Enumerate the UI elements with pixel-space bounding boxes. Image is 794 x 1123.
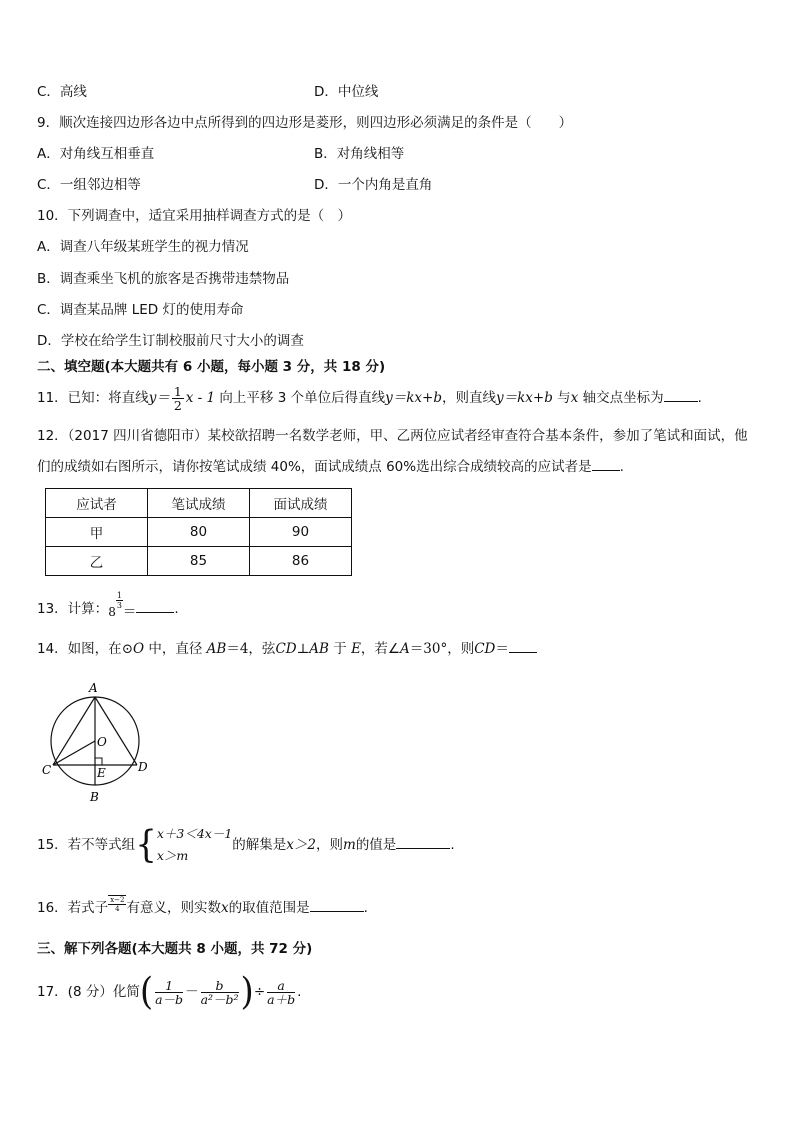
q14-t2: ＝4，弦 — [226, 641, 276, 657]
section2-heading: 二、填空题(本大题共有 6 小题，每小题 3 分，共 18 分) — [37, 359, 386, 375]
q13-prefix: 13．计算： — [37, 601, 109, 617]
label-b: B — [90, 790, 99, 804]
q16-expression — [108, 895, 126, 913]
q9-option-a: A．对角线互相垂直 — [37, 146, 155, 162]
q11-frac-num: 1 — [173, 383, 182, 399]
q10-stem: 10．下列调查中，适宜采用抽样调查方式的是（ ） — [37, 208, 352, 224]
q16-mid: 有意义，则实数 — [126, 900, 221, 916]
q15 — [37, 822, 455, 868]
q11-fraction — [172, 385, 184, 412]
q13-exp-den: 3 — [116, 600, 122, 610]
q15-ineq2: x＞m — [156, 848, 189, 863]
q12-score-table — [45, 488, 352, 576]
q8-option-c: C．高线 — [37, 84, 87, 100]
label-d: D — [138, 760, 148, 774]
q16-var: x — [220, 900, 229, 916]
q14-circle-figure — [36, 678, 156, 806]
table-cell: 85 — [148, 547, 250, 576]
q16 — [37, 896, 368, 917]
q17-f2-den: a²－b² — [200, 991, 239, 1007]
q17-f1-den: a－b — [155, 991, 184, 1007]
q14-cd2: CD — [474, 641, 496, 657]
q17-f1-num: 1 — [155, 979, 183, 993]
q17-end: . — [297, 984, 302, 1000]
q15-ineq1: x＋3＜4x－1 — [156, 826, 233, 841]
q13-end: . — [174, 601, 179, 617]
q14-ab2: AB — [309, 641, 329, 657]
table-cell: 乙 — [46, 547, 148, 576]
q17 — [37, 969, 301, 1015]
q14-ab: AB — [206, 641, 227, 657]
q14-e: E — [351, 641, 361, 657]
q11-prefix: 11．已知：将直线 — [37, 390, 149, 406]
q17-f3-den: a＋b — [267, 991, 296, 1007]
q14-t6: ＝ — [495, 641, 509, 657]
label-o: O — [97, 735, 107, 749]
table-header: 面试成绩 — [250, 489, 352, 518]
table-row — [46, 518, 352, 547]
q14-t5: ＝30°，则 — [409, 641, 475, 657]
q13-answer-blank[interactable] — [136, 600, 174, 613]
label-c: C — [42, 763, 52, 777]
table-cell: 甲 — [46, 518, 148, 547]
table-header: 笔试成绩 — [148, 489, 250, 518]
section3-heading: 三、解下列各题(本大题共 8 小题，共 72 分) — [37, 941, 313, 957]
q9-stem: 9．顺次连接四边形各边中点所得到的四边形是菱形，则四边形必须满足的条件是（ ） — [37, 115, 573, 131]
q13-exponent — [116, 591, 123, 610]
q16-prefix: 16．若式子 — [37, 900, 109, 916]
q17-fraction-3 — [267, 979, 295, 1006]
q12-line1: 12．（2017 四川省德阳市）某校欲招聘一名数学老师，甲、乙两位应试者经审查符合基本条件，参加了笔试和面试，他 — [37, 428, 748, 444]
q17-fraction-1 — [155, 979, 183, 1006]
segment-ad — [95, 697, 137, 765]
q11-frac-den: 2 — [173, 397, 182, 413]
q11-y-eq: y＝ — [148, 390, 170, 406]
q12-line2-wrap — [37, 458, 624, 476]
q14-t4: ，若∠ — [360, 641, 401, 657]
q17-fraction-2 — [201, 979, 239, 1006]
q11-line1: y＝kx+b — [385, 390, 442, 406]
q12-answer-blank[interactable] — [592, 458, 620, 471]
q10-option-b: B．调查乘坐飞机的旅客是否携带违禁物品 — [37, 271, 290, 287]
q17-div: ÷ — [253, 984, 266, 1000]
q13-exp-num: 1 — [116, 590, 122, 600]
q14-cd: CD — [275, 641, 297, 657]
q15-prefix: 15．若不等式组 — [37, 837, 136, 853]
q9-option-c: C．一组邻边相等 — [37, 177, 141, 193]
q15-system — [157, 823, 232, 867]
q11-suffix: 轴交点坐标为 — [578, 390, 664, 406]
q17-prefix: 17．(8 分）化简 — [37, 984, 140, 1000]
q14-a: A — [400, 641, 410, 657]
table-cell: 80 — [148, 518, 250, 547]
q16-radicand: x−2 — [110, 896, 125, 904]
q15-var: m — [343, 837, 356, 853]
q14-circle: ⊙O — [121, 641, 145, 657]
q16-den: 4 — [108, 904, 126, 913]
label-a: A — [89, 681, 98, 695]
q14-t1: 中，直径 — [144, 641, 207, 657]
q11-end: . — [697, 390, 702, 406]
q9-option-b: B．对角线相等 — [314, 146, 405, 162]
q17-f3-num: a — [267, 979, 295, 993]
q14-t3: 于 — [328, 641, 352, 657]
q11-mid: 向上平移 3 个单位后得直线 — [215, 390, 386, 406]
q15-suffix: 的值是 — [355, 837, 397, 853]
q13-base: 8 — [108, 605, 116, 619]
q14 — [37, 640, 537, 658]
q12-line2: 们的成绩如右图所示，请你按笔试成绩 40%，面试成绩点 60%选出综合成绩较高的应试者是 — [37, 459, 592, 475]
q14-prefix: 14．如图，在 — [37, 641, 122, 657]
segment-oc — [53, 741, 95, 765]
brace-icon: { — [135, 823, 157, 867]
q15-cond: x＞2 — [286, 837, 316, 853]
table-cell: 86 — [250, 547, 352, 576]
right-angle-mark — [95, 758, 102, 765]
q10-option-a: A．调查八年级某班学生的视力情况 — [37, 239, 249, 255]
q11-answer-blank[interactable] — [664, 389, 698, 402]
table-header-row — [46, 489, 352, 518]
table-row — [46, 547, 352, 576]
segment-ac — [53, 697, 95, 765]
left-paren-icon: ( — [139, 970, 154, 1014]
q15-mid: 的解集是 — [232, 837, 287, 853]
q11-axis: x — [570, 390, 579, 406]
q15-mid2: ，则 — [316, 837, 343, 853]
q11-mid2: ，则直线 — [441, 390, 496, 406]
right-paren-icon: ) — [240, 970, 254, 1014]
q15-answer-blank[interactable] — [396, 836, 450, 849]
q14-answer-blank[interactable] — [509, 640, 537, 653]
q13-eq: ＝ — [122, 604, 137, 620]
table-cell: 90 — [250, 518, 352, 547]
label-e: E — [97, 766, 106, 780]
q12-end: . — [619, 459, 624, 475]
q16-end: . — [363, 900, 368, 916]
q13 — [37, 590, 179, 622]
q11-after-frac: x - 1 — [185, 390, 216, 406]
q11-mid3: 与 — [552, 390, 571, 406]
q11-line2: y＝kx+b — [495, 390, 553, 406]
q15-end: . — [450, 837, 455, 853]
q17-minus: － — [185, 984, 199, 1000]
q16-answer-blank[interactable] — [310, 899, 364, 912]
q8-option-d: D．中位线 — [314, 84, 379, 100]
q14-perp: ⊥ — [296, 641, 310, 657]
q10-option-d: D．学校在给学生订制校服前尺寸大小的调查 — [37, 333, 304, 349]
q10-option-c: C．调查某品牌 LED 灯的使用寿命 — [37, 302, 244, 318]
q16-suffix: 的取值范围是 — [228, 900, 310, 916]
table-header: 应试者 — [46, 489, 148, 518]
q11 — [37, 381, 702, 415]
q17-f2-num: b — [201, 979, 239, 993]
q9-option-d: D．一个内角是直角 — [314, 177, 433, 193]
